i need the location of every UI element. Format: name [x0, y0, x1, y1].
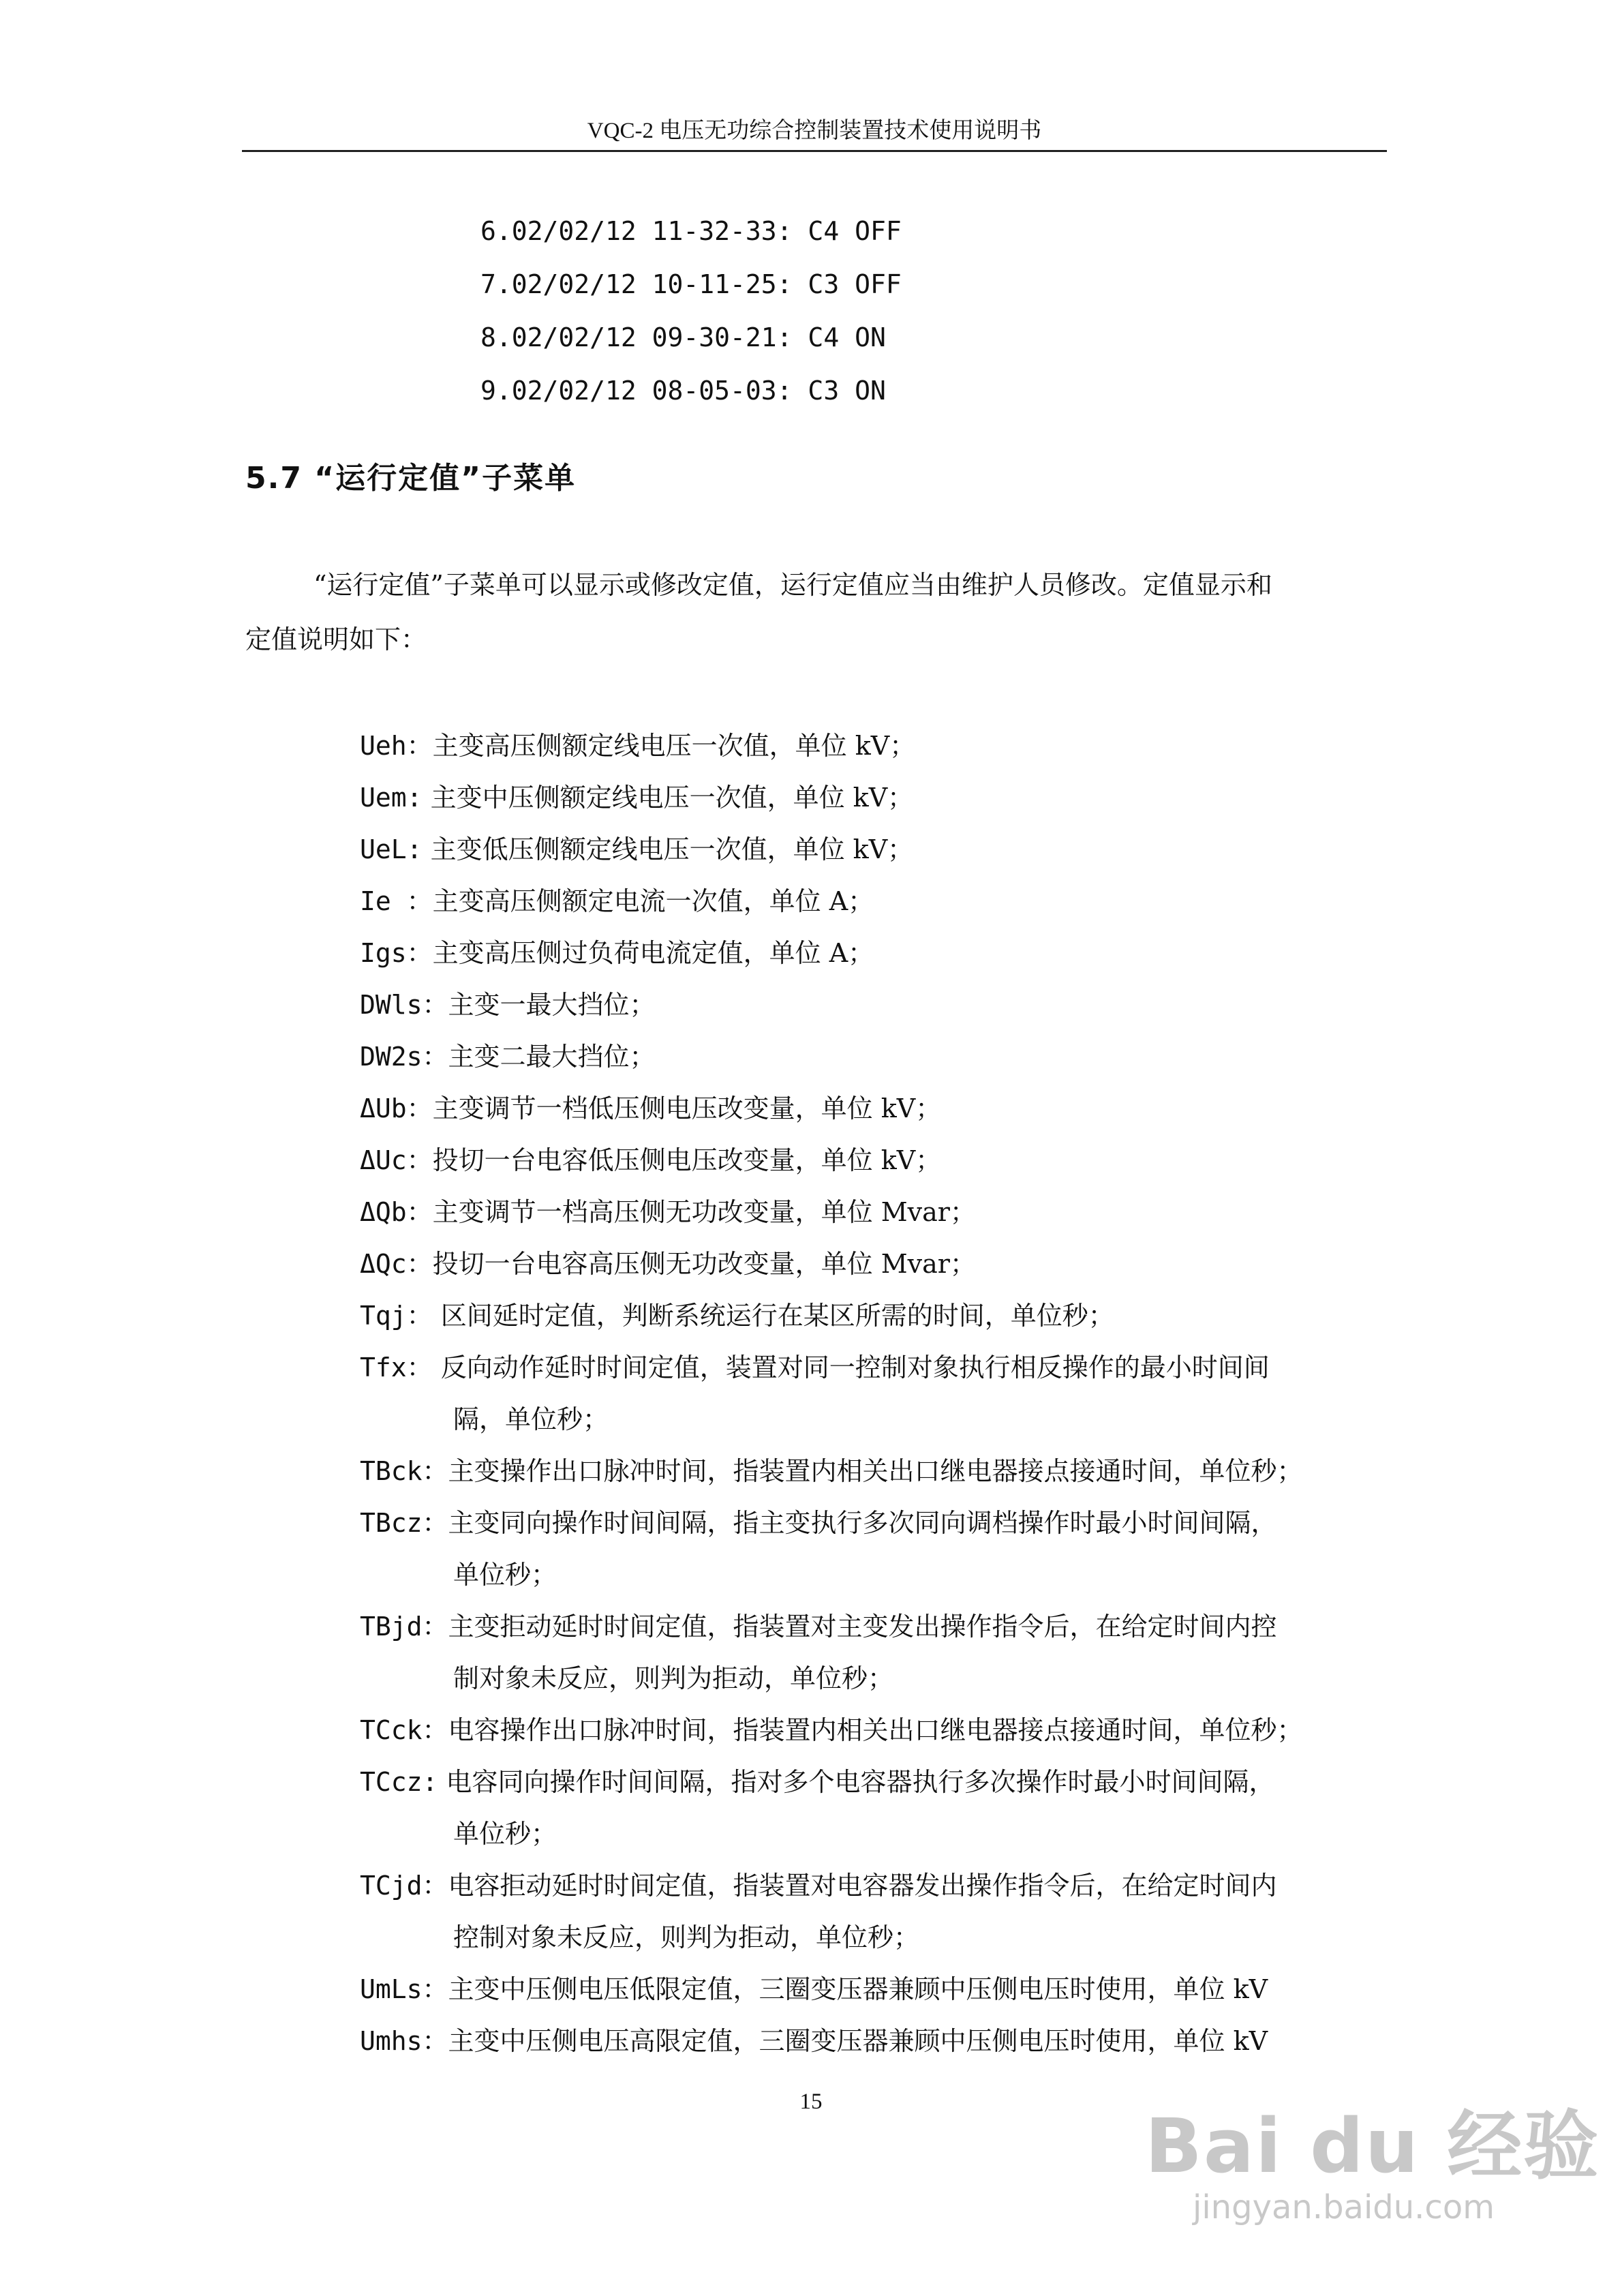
log-entry: 7.02/02/12 10-11-25: C3 OFF	[480, 269, 902, 299]
definition-term: TBjd：	[360, 1612, 448, 1642]
definition-desc: 电容拒动延时时间定值，指装置对电容器发出操作指令后，在给定时间内	[448, 1871, 1277, 1901]
definition-term: Igs：	[360, 938, 433, 968]
definition-continuation: 隔，单位秒；	[453, 1404, 609, 1434]
definition-term: TCcz:	[360, 1767, 438, 1797]
definition-line	[360, 772, 1389, 824]
definition-item	[360, 1342, 1389, 1445]
intro-line: 定值说明如下：	[245, 624, 427, 654]
definition-term: TBck：	[360, 1456, 448, 1486]
definition-line	[360, 1186, 1389, 1238]
definition-item	[360, 2015, 1389, 2067]
definition-desc: 主变调节一档低压侧电压改变量，单位 kV；	[432, 1093, 942, 1123]
definition-desc: 主变低压侧额定线电压一次值，单位 kV；	[422, 834, 914, 864]
definition-term: ΔQb：	[360, 1197, 433, 1227]
definition-term: Ueh：	[360, 731, 433, 761]
definition-item	[360, 1756, 1389, 1860]
intro-line: “运行定值”子菜单可以显示或修改定值，运行定值应当由维护人员修改。定值显示和	[313, 570, 1272, 600]
definition-term: DWls：	[360, 990, 448, 1020]
definition-term: Umhs：	[360, 2026, 448, 2056]
definition-item	[360, 979, 1389, 1031]
header-divider	[242, 150, 1387, 152]
definition-term: UeL:	[360, 834, 423, 864]
definition-line	[360, 1342, 1389, 1393]
definition-desc: 主变中压侧额定线电压一次值，单位 kV；	[422, 783, 914, 813]
definition-line	[360, 875, 1389, 927]
definition-item	[360, 1238, 1389, 1290]
definition-desc: 主变调节一档高压侧无功改变量，单位 Mvar；	[432, 1197, 976, 1227]
watermark-site: jingyan.baidu.com	[1193, 2188, 1495, 2226]
definition-continuation: 单位秒；	[453, 1560, 557, 1590]
definition-item	[360, 875, 1389, 927]
definition-line	[360, 1445, 1389, 1497]
definition-continuation: 控制对象未反应，则判为拒动，单位秒；	[453, 1922, 920, 1952]
definition-line	[360, 1963, 1389, 2015]
definition-item	[360, 1860, 1389, 1963]
definition-term: TCck：	[360, 1715, 448, 1745]
definition-desc: 主变高压侧额定线电压一次值，单位 kV；	[432, 731, 916, 761]
definition-list	[360, 720, 1389, 2067]
definition-continuation: 制对象未反应，则判为拒动，单位秒；	[453, 1663, 894, 1693]
definition-term: Tfx：	[360, 1353, 433, 1383]
definition-term: TCjd：	[360, 1871, 448, 1901]
definition-desc: 主变一最大挡位；	[448, 990, 656, 1020]
definition-line	[360, 1290, 1389, 1342]
definition-desc: 主变中压侧电压高限定值，三圈变压器兼顾中压侧电压时使用，单位 kV	[448, 2026, 1268, 2056]
definition-item	[360, 824, 1389, 875]
definition-desc: 电容同向操作时间间隔，指对多个电容器执行多次操作时最小时间间隔，	[438, 1767, 1275, 1797]
definition-item	[360, 1290, 1389, 1342]
definition-term: ΔUc：	[360, 1145, 433, 1175]
definition-continuation: 单位秒；	[453, 1819, 557, 1849]
definition-desc: 主变高压侧过负荷电流定值，单位 A；	[432, 938, 874, 968]
definition-item	[360, 1134, 1389, 1186]
definition-desc: 主变拒动延时时间定值，指装置对主变发出操作指令后，在给定时间内控	[448, 1612, 1277, 1642]
definition-line	[360, 1497, 1389, 1549]
definition-desc: 投切一台电容高压侧无功改变量，单位 Mvar；	[432, 1249, 976, 1279]
definition-item	[360, 1083, 1389, 1134]
definition-item	[360, 1445, 1389, 1497]
definition-item	[360, 720, 1389, 772]
definition-line	[360, 1134, 1389, 1186]
definition-desc: 主变同向操作时间间隔，指主变执行多次同向调档操作时最小时间间隔，	[448, 1508, 1277, 1538]
definition-term: ΔUb：	[360, 1093, 433, 1123]
definition-term: Ie ：	[360, 886, 433, 916]
definition-term: Tqj：	[360, 1301, 433, 1331]
event-log	[480, 205, 902, 417]
page-number: 15	[799, 2089, 823, 2114]
log-entry: 9.02/02/12 08-05-03: C3 ON	[480, 376, 886, 406]
definition-term: TBcz：	[360, 1508, 448, 1538]
definition-line	[360, 1756, 1389, 1808]
definition-line	[360, 1860, 1389, 1912]
definition-line	[360, 1704, 1389, 1756]
definition-line	[360, 1238, 1389, 1290]
definition-line	[360, 720, 1389, 772]
definition-line	[360, 1083, 1389, 1134]
definition-line	[360, 1031, 1389, 1083]
definition-item	[360, 927, 1389, 979]
definition-item	[360, 1031, 1389, 1083]
log-entry: 8.02/02/12 09-30-21: C4 ON	[480, 322, 886, 352]
definition-item	[360, 1601, 1389, 1704]
definition-item	[360, 772, 1389, 824]
definition-line	[360, 2015, 1389, 2067]
definition-term: UmLs：	[360, 1974, 448, 2004]
section-heading: 5.7 “运行定值”子菜单	[245, 461, 577, 496]
definition-term: Uem:	[360, 783, 423, 813]
definition-term: ΔQc：	[360, 1249, 433, 1279]
definition-desc: 主变操作出口脉冲时间，指装置内相关出口继电器接点接通时间，单位秒；	[448, 1456, 1303, 1486]
definition-desc: 投切一台电容低压侧电压改变量，单位 kV；	[432, 1145, 942, 1175]
definition-item	[360, 1963, 1389, 2015]
definition-desc: 主变二最大挡位；	[448, 1042, 656, 1072]
definition-desc: 电容操作出口脉冲时间，指装置内相关出口继电器接点接通时间，单位秒；	[448, 1715, 1303, 1745]
definition-term: DW2s：	[360, 1042, 448, 1072]
definition-line	[360, 1601, 1389, 1652]
intro-paragraph	[245, 558, 1387, 667]
definition-desc: 区间延时定值，判断系统运行在某区所需的时间，单位秒；	[432, 1301, 1114, 1331]
definition-desc: 主变高压侧额定电流一次值，单位 A；	[432, 886, 874, 916]
definition-line	[360, 979, 1389, 1031]
definition-desc: 主变中压侧电压低限定值，三圈变压器兼顾中压侧电压时使用，单位 kV	[448, 1974, 1268, 2004]
definition-item	[360, 1497, 1389, 1601]
definition-line	[360, 824, 1389, 875]
baidu-watermark	[1145, 2086, 1600, 2226]
watermark-brand: Bai du 经验	[1145, 2102, 1600, 2190]
definition-line	[360, 927, 1389, 979]
page-header: VQC-2 电压无功综合控制装置技术使用说明书	[587, 119, 1042, 143]
definition-item	[360, 1704, 1389, 1756]
log-entry: 6.02/02/12 11-32-33: C4 OFF	[480, 216, 902, 246]
definition-desc: 反向动作延时时间定值，装置对同一控制对象执行相反操作的最小时间间	[432, 1353, 1270, 1383]
definition-item	[360, 1186, 1389, 1238]
